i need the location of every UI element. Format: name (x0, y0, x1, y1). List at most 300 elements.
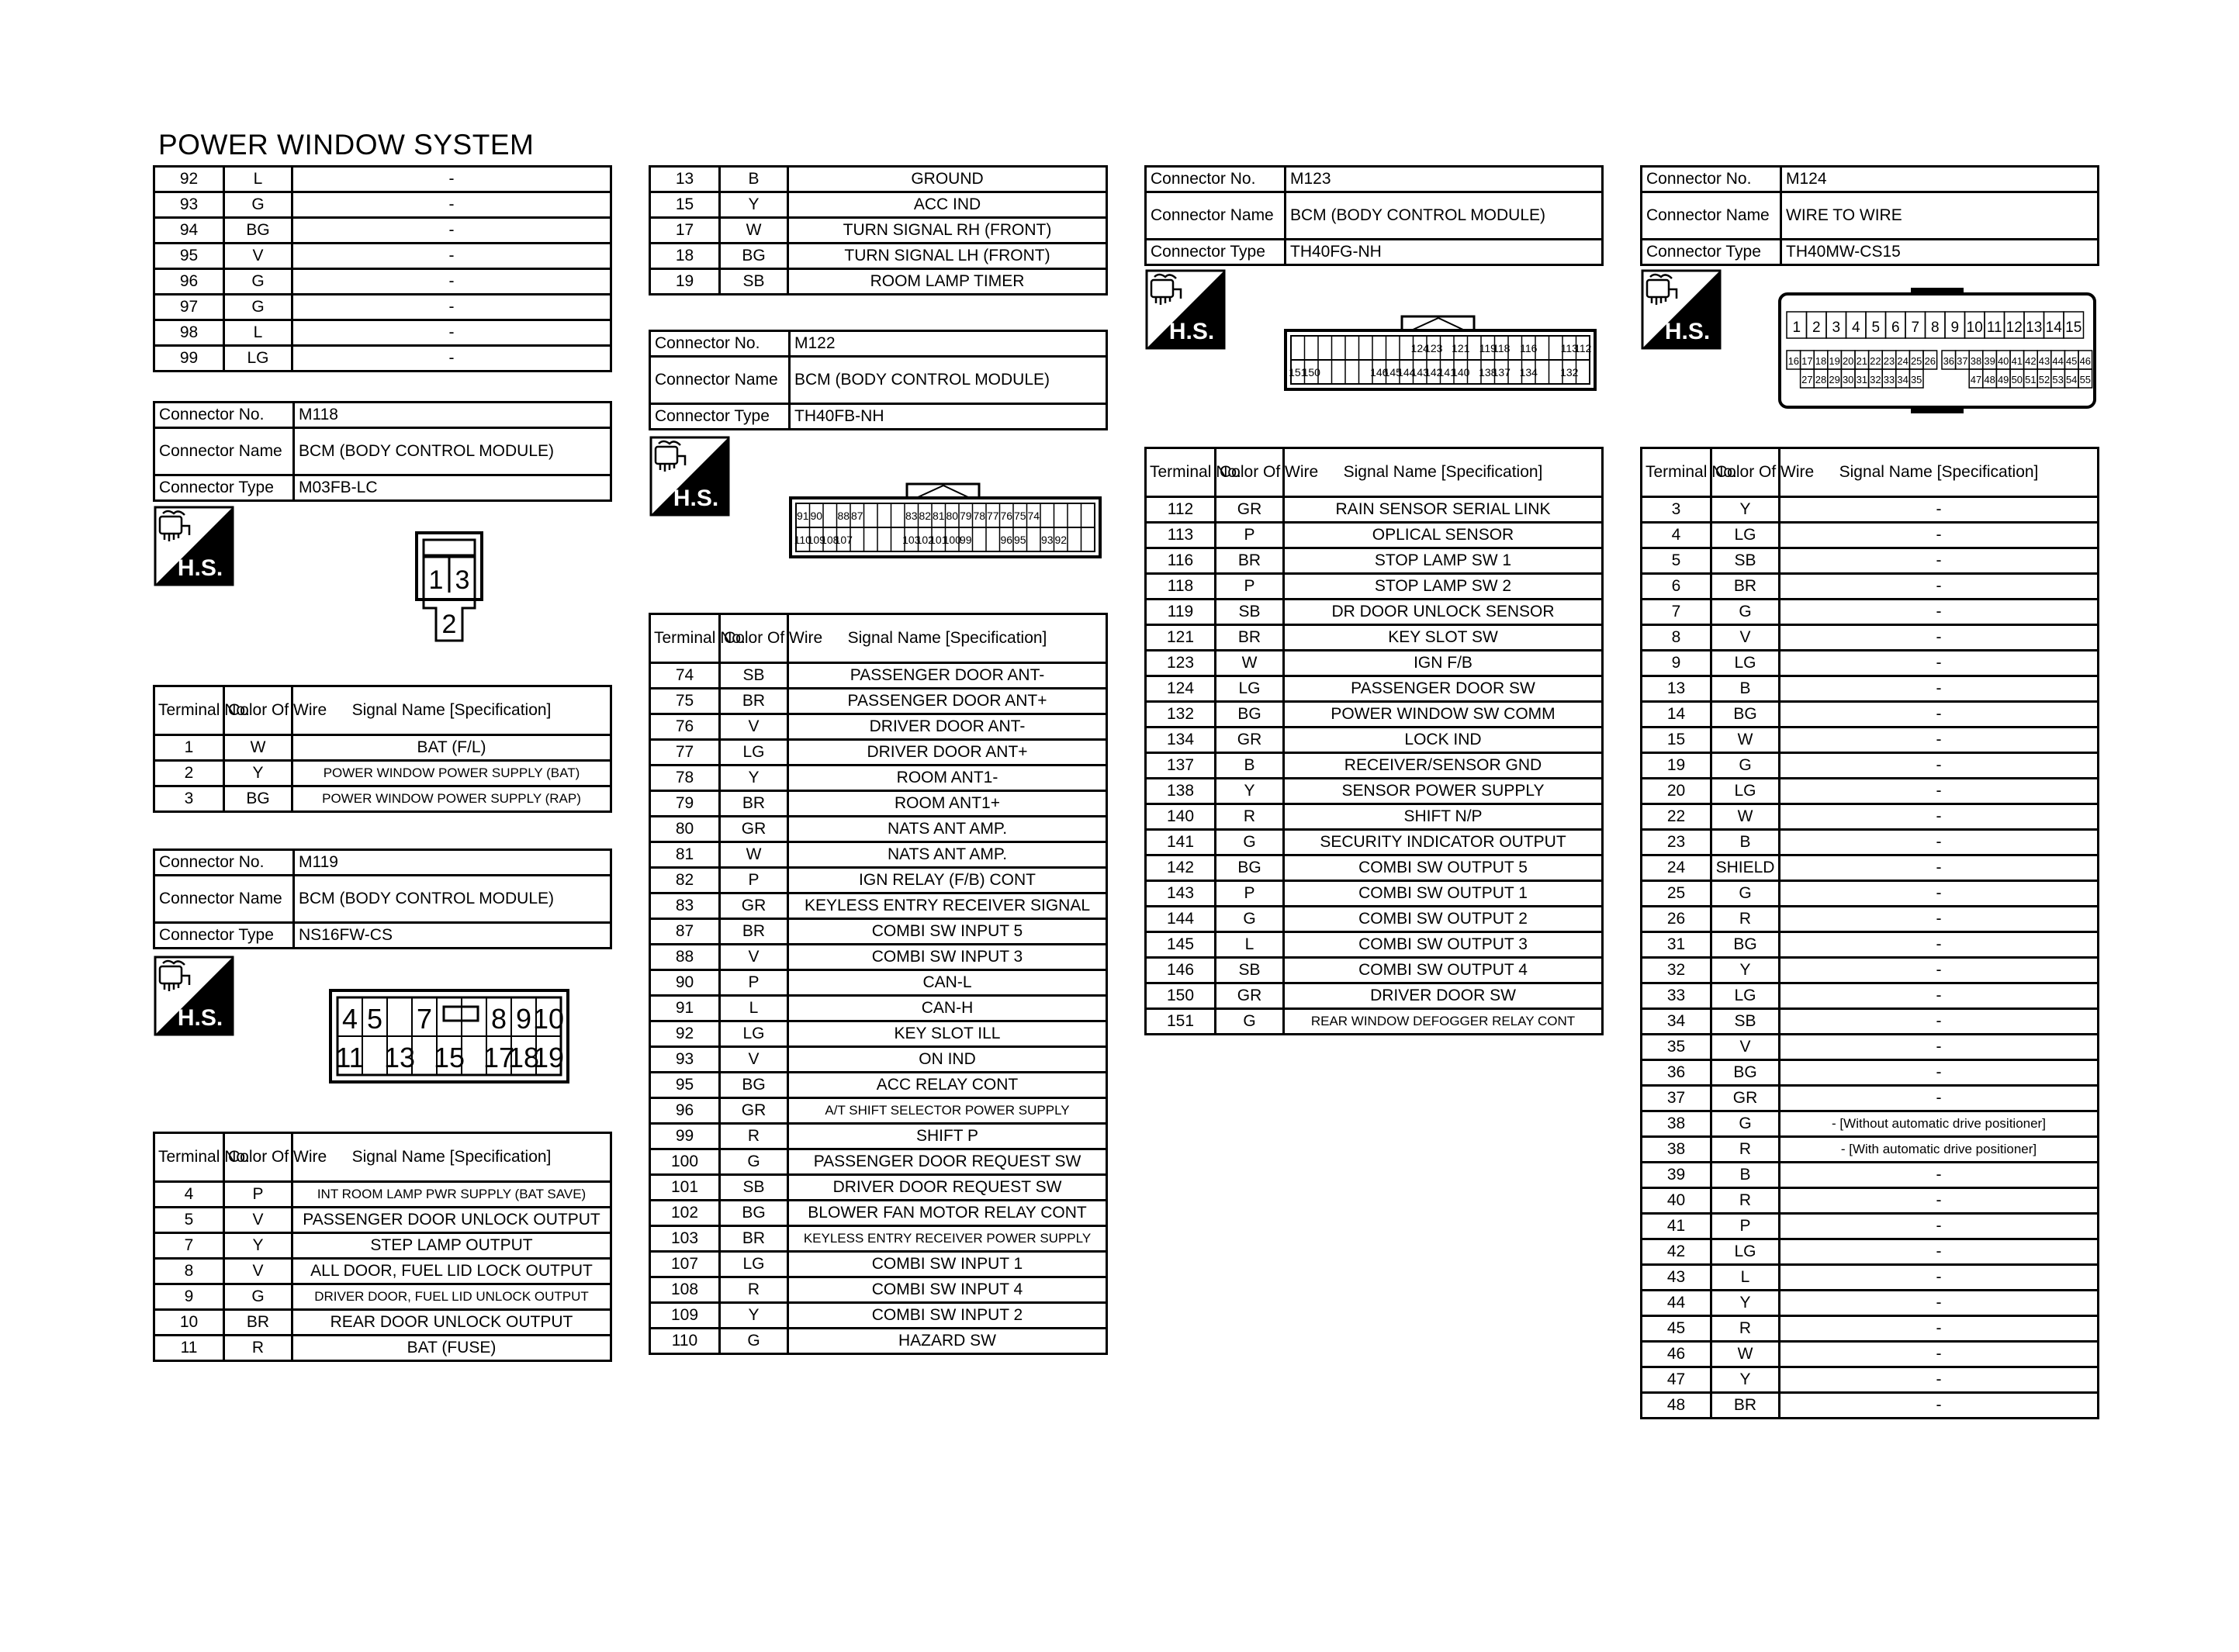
signal-cell: LOCK IND (1284, 728, 1603, 753)
color-cell: Y (720, 192, 788, 218)
page-title: POWER WINDOW SYSTEM (158, 129, 535, 161)
terminal-cell: 101 (650, 1175, 720, 1201)
pin-label: 75 (1013, 510, 1026, 522)
color-cell: G (1216, 1009, 1284, 1035)
signal-cell: - (1780, 1035, 2099, 1060)
table-row (650, 791, 1107, 817)
signal-cell: ACC RELAY CONT (788, 1073, 1107, 1098)
color-cell: GR (720, 1098, 788, 1124)
table-row (1146, 830, 1603, 855)
color-cell: BR (720, 689, 788, 714)
pin-label: 50 (2011, 374, 2023, 385)
pin-label: 7 (416, 1003, 433, 1035)
terminal-cell: 25 (1642, 881, 1711, 907)
connector-face-m118 (414, 531, 484, 647)
table-row (1146, 983, 1603, 1009)
connector-info-m122 (649, 330, 1108, 430)
terminal-cell: 15 (650, 192, 720, 218)
color-cell: L (1216, 932, 1284, 958)
pin-label: 49 (1997, 374, 2009, 385)
color-cell: BG (1216, 702, 1284, 728)
pin-label: 45 (2065, 355, 2078, 367)
signal-cell: - (1780, 497, 2099, 523)
pin-label: 31 (1856, 374, 1868, 385)
table-row (1642, 1163, 2099, 1188)
color-cell: LG (224, 346, 292, 372)
pin-label: 30 (1842, 374, 1854, 385)
table-row (154, 244, 611, 269)
table-row (1642, 932, 2099, 958)
color-cell: BG (1711, 1060, 1780, 1086)
color-cell: LG (1711, 1239, 1780, 1265)
table-row (1146, 804, 1603, 830)
terminal-cell: 13 (650, 167, 720, 192)
color-cell: SB (720, 1175, 788, 1201)
pin-label: 11 (335, 1042, 365, 1073)
terminal-cell: 121 (1146, 625, 1216, 651)
signal-cell: DR DOOR UNLOCK SENSOR (1284, 600, 1603, 625)
table-row (650, 919, 1107, 945)
table-row (650, 1175, 1107, 1201)
signal-cell: COMBI SW OUTPUT 2 (1284, 907, 1603, 932)
terminal-cell: 145 (1146, 932, 1216, 958)
color-cell: BR (1711, 574, 1780, 600)
pin-label: 109 (807, 534, 825, 546)
pin-label: 32 (1870, 374, 1881, 385)
header-signal: Signal Name [Specification] (292, 686, 611, 735)
color-cell: G (720, 1329, 788, 1354)
table-row (1642, 1265, 2099, 1291)
table-row (1642, 574, 2099, 600)
header-color: Color Of Wire (1216, 448, 1284, 497)
pin-label: 2 (1812, 320, 1821, 336)
pin-label: 145 (1383, 366, 1402, 378)
label-connector-name: Connector Name (154, 428, 294, 475)
terminal-cell: 3 (1642, 497, 1711, 523)
connector-info-m123 (1144, 165, 1604, 266)
color-cell: Y (224, 761, 292, 786)
signal-cell: ROOM LAMP TIMER (788, 269, 1107, 295)
signal-cell: - [With automatic drive positioner] (1780, 1137, 2099, 1163)
pin-label: 96 (1000, 534, 1013, 546)
pin-label: 18 (507, 1042, 540, 1073)
color-cell: R (1711, 1316, 1780, 1342)
label-connector-no: Connector No. (154, 403, 294, 428)
signal-cell: - (1780, 1188, 2099, 1214)
color-cell: V (720, 945, 788, 970)
header-terminal: Terminal No. (650, 614, 720, 663)
pin-label: 6 (1891, 320, 1900, 336)
connector-no: M119 (294, 850, 611, 876)
color-cell: W (1711, 804, 1780, 830)
table-m124 (1640, 447, 2099, 1419)
color-cell: SB (1711, 548, 1780, 574)
terminal-cell: 137 (1146, 753, 1216, 779)
connector-name: BCM (BODY CONTROL MODULE) (790, 357, 1107, 404)
table-row (650, 1277, 1107, 1303)
pin-label: 116 (1520, 342, 1538, 354)
terminal-cell: 99 (650, 1124, 720, 1149)
table-row (1642, 1342, 2099, 1367)
color-cell: Y (1216, 779, 1284, 804)
label-connector-type: Connector Type (1642, 240, 1781, 265)
color-cell: W (1711, 1342, 1780, 1367)
terminal-cell: 38 (1642, 1137, 1711, 1163)
pin-label: 41 (2011, 355, 2023, 367)
pin-label: 140 (1452, 366, 1470, 378)
terminal-cell: 93 (650, 1047, 720, 1073)
table-row (650, 1124, 1107, 1149)
signal-cell: COMBI SW INPUT 1 (788, 1252, 1107, 1277)
signal-cell: STOP LAMP SW 1 (1284, 548, 1603, 574)
label-connector-name: Connector Name (650, 357, 790, 404)
connector-info-m119 (153, 848, 612, 949)
table-row (1642, 728, 2099, 753)
pin-label: 10 (532, 1003, 565, 1035)
signal-cell: ROOM ANT1+ (788, 791, 1107, 817)
signal-cell: - (1780, 1342, 2099, 1367)
pin-label: 9 (1950, 320, 1960, 336)
terminal-cell: 2 (154, 761, 224, 786)
color-cell: GR (720, 893, 788, 919)
signal-cell: DRIVER DOOR ANT- (788, 714, 1107, 740)
hs-harness-side-icon (154, 506, 234, 586)
signal-cell: - (1780, 1009, 2099, 1035)
table-row (650, 1329, 1107, 1354)
terminal-cell: 138 (1146, 779, 1216, 804)
pin-label: 51 (2025, 374, 2037, 385)
pin-label: 18 (1815, 355, 1827, 367)
terminal-cell: 17 (650, 218, 720, 244)
signal-cell: - (292, 295, 611, 320)
terminal-cell: 119 (1146, 600, 1216, 625)
table-row (650, 893, 1107, 919)
pin-label: 23 (1883, 355, 1895, 367)
signal-cell: - (292, 192, 611, 218)
table-row (650, 1149, 1107, 1175)
table-row (154, 1259, 611, 1284)
table-m119 (153, 1132, 612, 1362)
table-row (154, 346, 611, 372)
terminal-cell: 9 (1642, 651, 1711, 676)
pin-label: 101 (929, 534, 948, 546)
terminal-cell: 9 (154, 1284, 224, 1310)
pin-label: 76 (1000, 510, 1013, 522)
pin-label: 16 (1787, 355, 1800, 367)
color-cell: GR (1216, 983, 1284, 1009)
pin-label: 14 (2045, 320, 2062, 336)
pin-label: 93 (1040, 534, 1054, 546)
color-cell: V (224, 1259, 292, 1284)
terminal-cell: 4 (1642, 523, 1711, 548)
connector-type: NS16FW-CS (294, 923, 611, 949)
signal-cell: COMBI SW INPUT 3 (788, 945, 1107, 970)
table-row (1146, 676, 1603, 702)
pin-label: 118 (1493, 342, 1511, 354)
terminal-cell: 79 (650, 791, 720, 817)
signal-cell: COMBI SW OUTPUT 5 (1284, 855, 1603, 881)
signal-cell: STEP LAMP OUTPUT (292, 1233, 611, 1259)
connector-type: TH40FG-NH (1286, 240, 1603, 265)
pin-label: 36 (1943, 355, 1955, 367)
signal-cell: ROOM ANT1- (788, 766, 1107, 791)
connector-name: BCM (BODY CONTROL MODULE) (1286, 192, 1603, 240)
signal-cell: - (1780, 804, 2099, 830)
terminal-cell: 43 (1642, 1265, 1711, 1291)
table-row (1146, 1009, 1603, 1035)
color-cell: LG (1711, 651, 1780, 676)
pin-label: 81 (932, 510, 945, 522)
terminal-cell: 80 (650, 817, 720, 842)
connector-no: M123 (1286, 167, 1603, 192)
pin-label: 92 (1054, 534, 1068, 546)
connector-face-m124 (1777, 287, 2097, 414)
signal-cell: SECURITY INDICATOR OUTPUT (1284, 830, 1603, 855)
color-cell: L (224, 167, 292, 192)
terminal-cell: 92 (650, 1021, 720, 1047)
color-cell: BG (720, 1201, 788, 1226)
connector-name: WIRE TO WIRE (1781, 192, 2099, 240)
color-cell: W (224, 735, 292, 761)
signal-cell: SHIFT P (788, 1124, 1107, 1149)
color-cell: Y (1711, 1291, 1780, 1316)
signal-cell: PASSENGER DOOR ANT+ (788, 689, 1107, 714)
terminal-cell: 26 (1642, 907, 1711, 932)
color-cell: W (720, 218, 788, 244)
table-row (1642, 753, 2099, 779)
pin-label: 151 (1289, 366, 1307, 378)
signal-cell: KEY SLOT SW (1284, 625, 1603, 651)
color-cell: P (1216, 881, 1284, 907)
pin-label: 15 (2065, 320, 2082, 336)
connector-info-m124 (1640, 165, 2099, 266)
signal-cell: INT ROOM LAMP PWR SUPPLY (BAT SAVE) (292, 1182, 611, 1208)
pin-label: 29 (1829, 374, 1840, 385)
pin-label: 53 (2052, 374, 2064, 385)
color-cell: R (720, 1124, 788, 1149)
table-row (1642, 676, 2099, 702)
signal-cell: KEYLESS ENTRY RECEIVER SIGNAL (788, 893, 1107, 919)
color-cell: G (1216, 830, 1284, 855)
connector-no: M124 (1781, 167, 2099, 192)
color-cell: W (1216, 651, 1284, 676)
pin-label: 91 (796, 510, 809, 522)
signal-cell: TURN SIGNAL LH (FRONT) (788, 244, 1107, 269)
label-connector-name: Connector Name (1642, 192, 1781, 240)
signal-cell: BAT (FUSE) (292, 1336, 611, 1361)
terminal-cell: 42 (1642, 1239, 1711, 1265)
signal-cell: CAN-H (788, 996, 1107, 1021)
table-row (154, 1336, 611, 1361)
pin-label: 24 (1897, 355, 1909, 367)
pin-label: 19 (1829, 355, 1840, 367)
terminal-cell: 88 (650, 945, 720, 970)
color-cell: R (1711, 907, 1780, 932)
pin-label: 150 (1302, 366, 1320, 378)
signal-cell: - (292, 244, 611, 269)
table-row (650, 1303, 1107, 1329)
pin-label: 10 (1966, 320, 1983, 336)
connector-face-m122 (788, 476, 1102, 560)
table-row (1146, 625, 1603, 651)
connector-name: BCM (BODY CONTROL MODULE) (294, 876, 611, 923)
pin-label: 77 (986, 510, 999, 522)
pin-label: 13 (2026, 320, 2043, 336)
terminal-cell: 99 (154, 346, 224, 372)
color-cell: BG (720, 244, 788, 269)
terminal-cell: 35 (1642, 1035, 1711, 1060)
signal-cell: PASSENGER DOOR UNLOCK OUTPUT (292, 1208, 611, 1233)
color-cell: BR (224, 1310, 292, 1336)
signal-cell: - (1780, 1265, 2099, 1291)
color-cell: G (1711, 1111, 1780, 1137)
terminal-cell: 8 (1642, 625, 1711, 651)
terminal-cell: 74 (650, 663, 720, 689)
table-row (1642, 1086, 2099, 1111)
terminal-cell: 132 (1146, 702, 1216, 728)
pin-label: 44 (2052, 355, 2064, 367)
terminal-cell: 141 (1146, 830, 1216, 855)
table-row (1146, 779, 1603, 804)
pin-label: 42 (2025, 355, 2037, 367)
pin-label: 19 (532, 1042, 565, 1073)
table-row (1642, 881, 2099, 907)
table-row (650, 1201, 1107, 1226)
color-cell: LG (1711, 779, 1780, 804)
terminal-cell: 96 (154, 269, 224, 295)
pin-label: 26 (1924, 355, 1936, 367)
pin-label: 146 (1370, 366, 1389, 378)
signal-cell: ON IND (788, 1047, 1107, 1073)
pin-label: 4 (341, 1003, 358, 1035)
terminal-cell: 7 (1642, 600, 1711, 625)
color-cell: P (720, 970, 788, 996)
color-cell: G (1711, 600, 1780, 625)
signal-cell: - (1780, 574, 2099, 600)
terminal-cell: 20 (1642, 779, 1711, 804)
color-cell: BR (720, 919, 788, 945)
color-cell: B (720, 167, 788, 192)
label-connector-no: Connector No. (650, 331, 790, 357)
terminal-cell: 82 (650, 868, 720, 893)
signal-cell: POWER WINDOW SW COMM (1284, 702, 1603, 728)
table-row (650, 689, 1107, 714)
terminal-cell: 44 (1642, 1291, 1711, 1316)
terminal-cell: 46 (1642, 1342, 1711, 1367)
pin-label: 112 (1574, 342, 1592, 354)
color-cell: LG (720, 740, 788, 766)
signal-cell: OPLICAL SENSOR (1284, 523, 1603, 548)
terminal-cell: 146 (1146, 958, 1216, 983)
table-row (650, 1252, 1107, 1277)
connector-name: BCM (BODY CONTROL MODULE) (294, 428, 611, 475)
signal-cell: SHIFT N/P (1284, 804, 1603, 830)
signal-cell: DRIVER DOOR, FUEL LID UNLOCK OUTPUT (292, 1284, 611, 1310)
signal-cell: SENSOR POWER SUPPLY (1284, 779, 1603, 804)
table-row (650, 167, 1107, 192)
pin-label: 33 (1883, 374, 1895, 385)
terminal-cell: 3 (154, 786, 224, 812)
color-cell: BR (720, 1226, 788, 1252)
header-color: Color Of Wire (224, 1133, 292, 1182)
terminal-cell: 14 (1642, 702, 1711, 728)
color-cell: LG (1216, 676, 1284, 702)
pin-label: 35 (1910, 374, 1922, 385)
table-row (1146, 702, 1603, 728)
terminal-cell: 118 (1146, 574, 1216, 600)
connector-face-m123 (1283, 309, 1597, 392)
table-row (1642, 1188, 2099, 1214)
color-cell: BG (1711, 932, 1780, 958)
signal-cell: - (1780, 1239, 2099, 1265)
signal-cell: COMBI SW OUTPUT 4 (1284, 958, 1603, 983)
terminal-cell: 94 (154, 218, 224, 244)
signal-cell: - (1780, 1214, 2099, 1239)
terminal-cell: 95 (650, 1073, 720, 1098)
pin-label: 121 (1452, 342, 1470, 354)
pin-label: 124 (1410, 342, 1429, 354)
signal-cell: - (1780, 881, 2099, 907)
pin-label: 132 (1560, 366, 1579, 378)
pin-label: 90 (810, 510, 823, 522)
terminal-cell: 116 (1146, 548, 1216, 574)
table-row (1642, 548, 2099, 574)
color-cell: L (1711, 1265, 1780, 1291)
header-signal: Signal Name [Specification] (1780, 448, 2099, 497)
signal-cell: - (1780, 983, 2099, 1009)
pin-label: 8 (490, 1003, 507, 1035)
color-cell: Y (1711, 497, 1780, 523)
terminal-cell: 39 (1642, 1163, 1711, 1188)
signal-cell: - (1780, 932, 2099, 958)
header-color: Color Of Wire (224, 686, 292, 735)
table-row (154, 269, 611, 295)
pin-label: 8 (1930, 320, 1940, 336)
table-row (1642, 702, 2099, 728)
pin-label: 3 (455, 565, 470, 595)
signal-cell: - (1780, 651, 2099, 676)
color-cell: L (720, 996, 788, 1021)
table-row (1642, 1035, 2099, 1060)
color-cell: BG (720, 1073, 788, 1098)
signal-cell: TURN SIGNAL RH (FRONT) (788, 218, 1107, 244)
table-row (1642, 983, 2099, 1009)
pin-label: 138 (1479, 366, 1497, 378)
table-row (1642, 1009, 2099, 1035)
pin-label: 28 (1815, 374, 1827, 385)
table-row (1642, 1316, 2099, 1342)
signal-cell: HAZARD SW (788, 1329, 1107, 1354)
terminal-cell: 100 (650, 1149, 720, 1175)
pin-label: 80 (946, 510, 959, 522)
signal-cell: DRIVER DOOR ANT+ (788, 740, 1107, 766)
pin-label: 39 (1984, 355, 1995, 367)
table-row (650, 192, 1107, 218)
pin-label: 55 (2079, 374, 2092, 385)
color-cell: R (1216, 804, 1284, 830)
signal-cell: - (292, 320, 611, 346)
signal-cell: - (1780, 753, 2099, 779)
pin-label: 54 (2065, 374, 2078, 385)
label-connector-type: Connector Type (154, 475, 294, 501)
pin-label: 15 (433, 1042, 465, 1073)
table-row (650, 714, 1107, 740)
pin-label: 103 (902, 534, 921, 546)
label-connector-name: Connector Name (154, 876, 294, 923)
color-cell: V (720, 714, 788, 740)
table-row (650, 1021, 1107, 1047)
table-row (650, 945, 1107, 970)
